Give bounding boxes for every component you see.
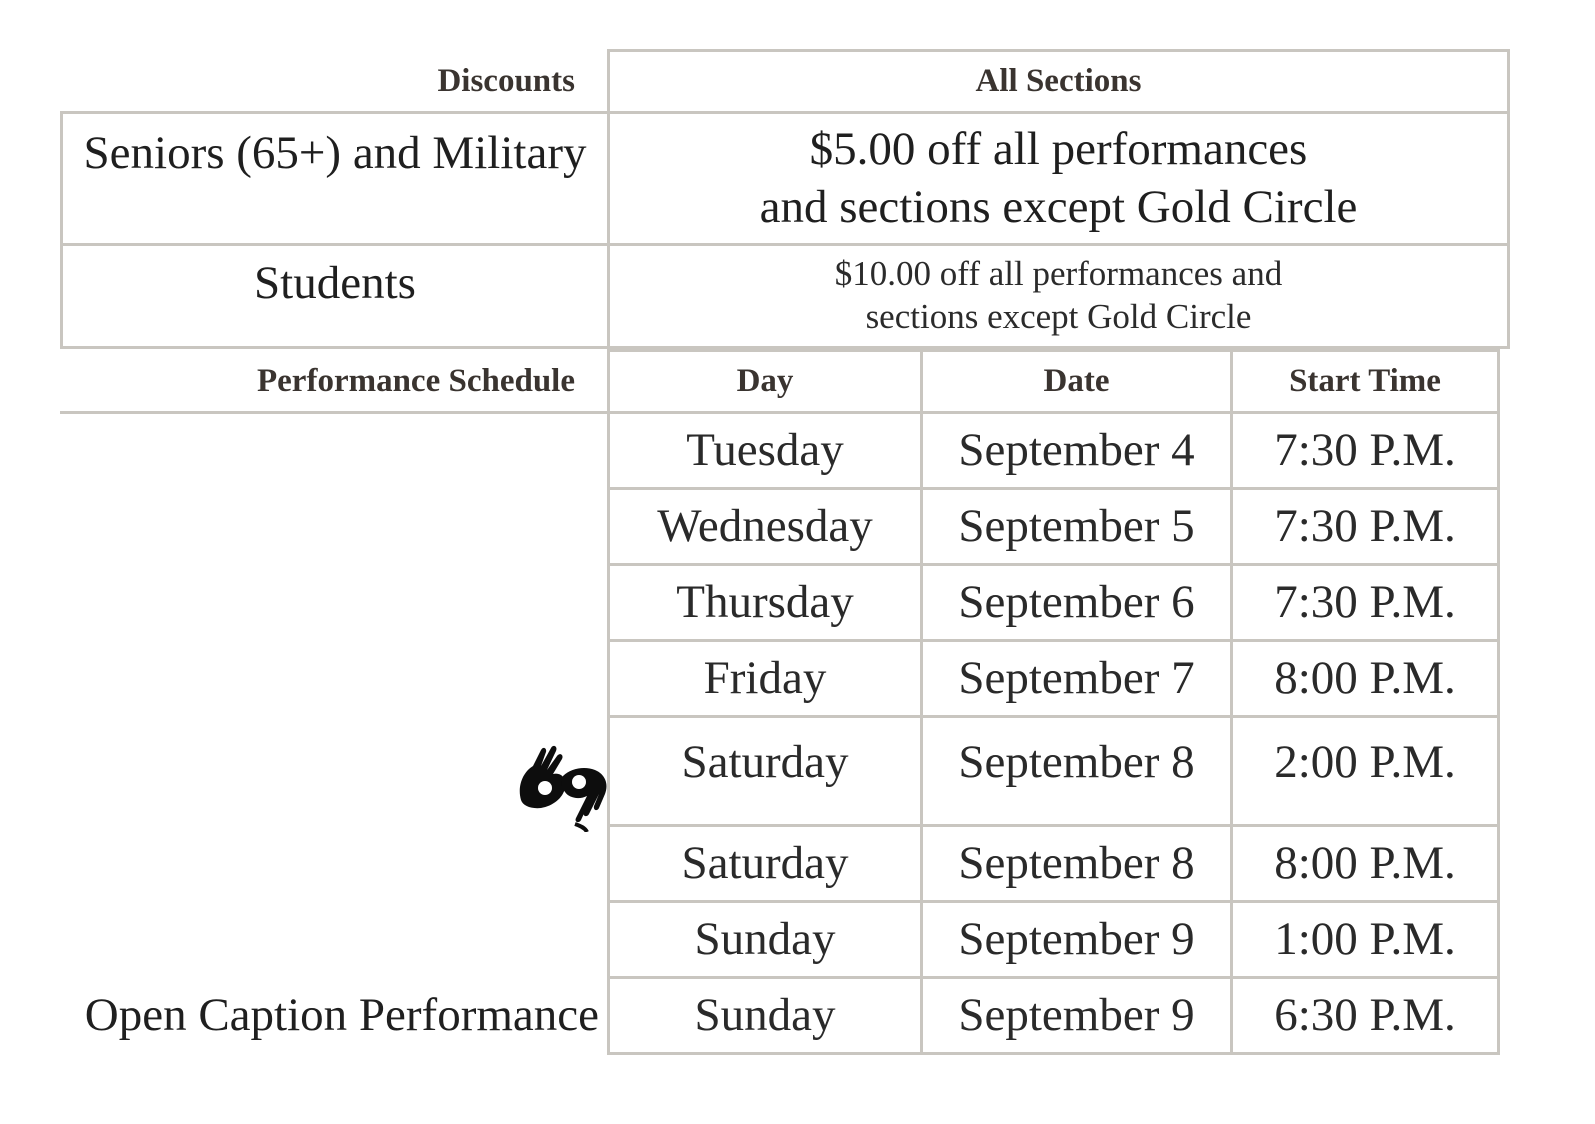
cell-date: September 7 bbox=[958, 651, 1195, 704]
column-header-start-time: Start Time bbox=[1289, 363, 1441, 400]
cell-day: Sunday bbox=[694, 912, 836, 965]
cell-day: Sunday bbox=[694, 988, 836, 1041]
discount-group-students: Students bbox=[254, 257, 416, 310]
cell-day: Tuesday bbox=[686, 423, 844, 476]
discount-detail-line: and sections except Gold Circle bbox=[759, 180, 1358, 233]
cell-date: September 4 bbox=[958, 423, 1195, 476]
discount-detail-students bbox=[610, 246, 1507, 346]
cell-day: Saturday bbox=[681, 836, 849, 889]
cell-time: 7:30 P.M. bbox=[1274, 575, 1456, 628]
cell-time: 8:00 P.M. bbox=[1274, 836, 1456, 889]
column-header-day: Day bbox=[736, 363, 794, 400]
cell-date: September 8 bbox=[958, 836, 1195, 889]
cell-time: 1:00 P.M. bbox=[1274, 912, 1456, 965]
discount-detail-line: $10.00 off all performances and bbox=[834, 254, 1283, 294]
all-sections-header: All Sections bbox=[975, 63, 1142, 100]
cell-day: Wednesday bbox=[657, 499, 873, 552]
cell-time: 2:00 P.M. bbox=[1274, 736, 1456, 788]
column-header-date: Date bbox=[1043, 363, 1110, 400]
cell-time: 6:30 P.M. bbox=[1274, 988, 1456, 1041]
schedule-header: Performance Schedule bbox=[257, 363, 575, 400]
discount-detail-line: $5.00 off all performances bbox=[809, 123, 1308, 176]
cell-date: September 8 bbox=[958, 736, 1195, 788]
sign-language-interpreted-icon bbox=[515, 742, 615, 832]
cell-day: Thursday bbox=[676, 575, 854, 628]
cell-date: September 9 bbox=[958, 912, 1195, 965]
cell-date: September 5 bbox=[958, 499, 1195, 552]
open-caption-note: Open Caption Performance bbox=[84, 988, 599, 1041]
cell-date: September 9 bbox=[958, 988, 1195, 1041]
grid-line bbox=[607, 1052, 1500, 1055]
cell-time: 7:30 P.M. bbox=[1274, 499, 1456, 552]
cell-day: Friday bbox=[703, 651, 827, 704]
grid-line bbox=[1497, 349, 1500, 1055]
discounts-header: Discounts bbox=[437, 63, 575, 100]
discount-group-seniors: Seniors (65+) and Military bbox=[83, 127, 587, 180]
cell-date: September 6 bbox=[958, 575, 1195, 628]
sign-language-icon-graphic bbox=[515, 742, 615, 832]
grid-line bbox=[1507, 49, 1510, 349]
cell-time: 8:00 P.M. bbox=[1274, 651, 1456, 704]
discount-detail-seniors bbox=[610, 114, 1507, 243]
cell-day: Saturday bbox=[681, 736, 849, 788]
cell-time: 7:30 P.M. bbox=[1274, 423, 1456, 476]
discount-detail-line: sections except Gold Circle bbox=[865, 297, 1252, 336]
